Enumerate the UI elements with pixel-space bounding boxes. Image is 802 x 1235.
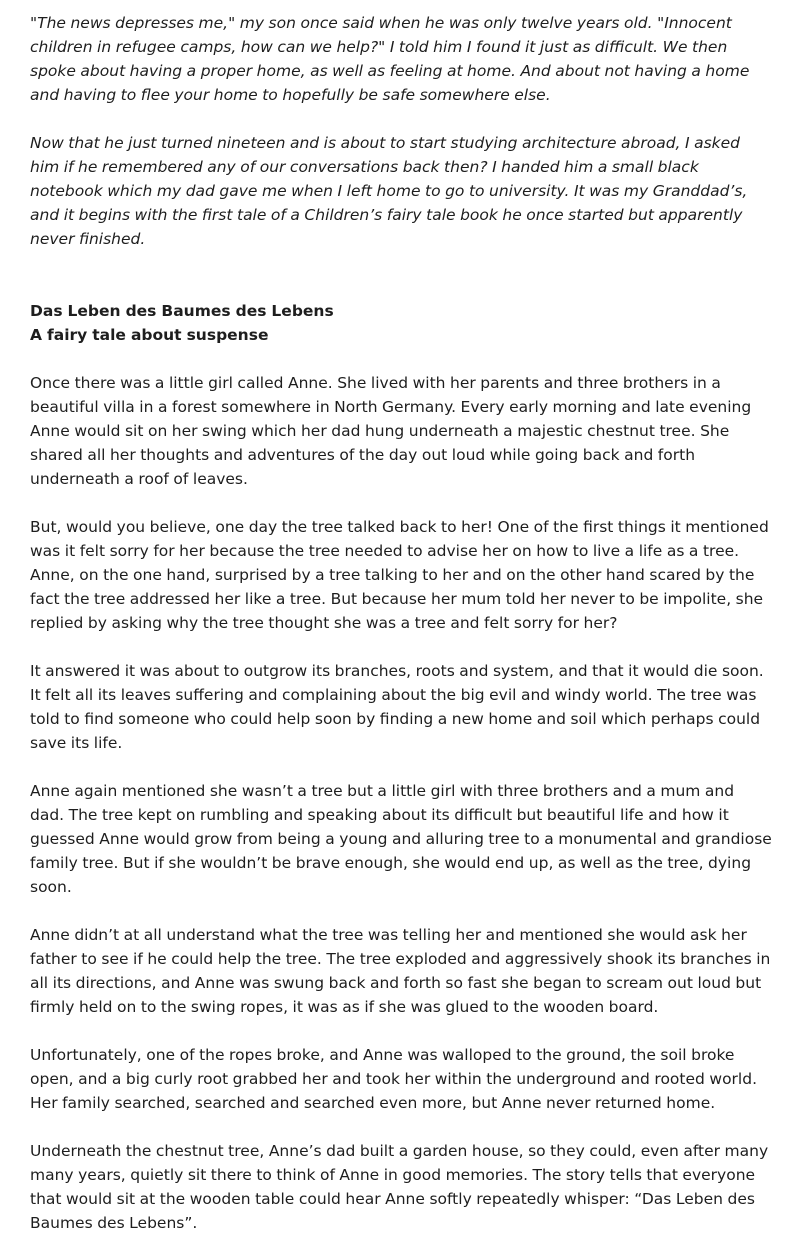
- story-paragraph: Anne didn’t at all understand what the tree was telling her and mentioned she would ask her father to see if he could help the tree. The tree exploded and aggressively shook its branches in all its directions, and Anne was swung back and forth so fast she began to scream out loud but firmly held on to the swing ropes, it was as if she was glued to the wooden board.: [30, 926, 771, 1016]
- story-paragraph: Underneath the chestnut tree, Anne’s dad built a garden house, so they could, even after many many years, quietly sit there to think of Anne in good memories. The story tells that everyone that would sit at the wooden table could hear Anne softly repeatedly whisper: “Das Leben des Baumes des Lebens”.: [30, 1142, 769, 1232]
- intro-paragraph: Now that he just turned nineteen and is about to start studying architecture abroad, I asked him if he remembered any of our conversations back then? I handed him a small black notebook which my dad gave me when I left home to go to university. It was my Granddad’s, and it begins with the first tale of a Children’s fairy tale book he once started but apparently never finished.: [30, 134, 748, 248]
- story-paragraph: It answered it was about to outgrow its branches, roots and system, and that it would die soon. It felt all its leaves suffering and complaining about the big evil and windy world. The tree was told to find someone who could help soon by finding a new home and soil which perhaps could save its life.: [30, 662, 764, 752]
- spacer: [30, 251, 772, 299]
- story-subtitle: A fairy tale about suspense: [30, 326, 269, 344]
- spacer: [30, 899, 772, 923]
- spacer: [30, 347, 772, 371]
- spacer: [30, 491, 772, 515]
- story-body: [30, 371, 772, 1235]
- story-paragraph: Unfortunately, one of the ropes broke, and Anne was walloped to the ground, the soil broke open, and a big curly root grabbed her and took her within the underground and rooted world. Her family searched, searched and searched even more, but Anne never returned home.: [30, 1046, 757, 1112]
- spacer: [30, 107, 772, 131]
- intro-paragraph: "The news depresses me," my son once said when he was only twelve years old. "Innocent children in refugee camps, how can we help?" I told him I found it just as difficult. We then spoke about having a proper home, as well as feeling at home. And about not having a home and having to flee your home to hopefully be safe somewhere else.: [30, 14, 750, 104]
- story-heading: [30, 299, 772, 347]
- story-paragraph: Once there was a little girl called Anne. She lived with her parents and three brothers in a beautiful villa in a forest somewhere in North Germany. Every early morning and late evening Anne would sit on her swing which her dad hung underneath a majestic chestnut tree. She shared all her thoughts and adventures of the day out loud while going back and forth underneath a roof of leaves.: [30, 374, 752, 488]
- story-paragraph: But, would you believe, one day the tree talked back to her! One of the first things it mentioned was it felt sorry for her because the tree needed to advise her on how to live a life as a tree. Anne, on the one hand, surprised by a tree talking to her and on the other hand scared by the fact the tree addressed her like a tree. But because her mum told her never to be impolite, she replied by asking why the tree thought she was a tree and felt sorry for her?: [30, 518, 769, 632]
- story-title: Das Leben des Baumes des Lebens: [30, 302, 334, 320]
- spacer: [30, 755, 772, 779]
- story-paragraph: Anne again mentioned she wasn’t a tree but a little girl with three brothers and a mum and dad. The tree kept on rumbling and speaking about its difficult but beautiful life and how it guessed Anne would grow from being a young and alluring tree to a monumental and grandiose family tree. But if she wouldn’t be brave enough, she would end up, as well as the tree, dying soon.: [30, 782, 772, 896]
- spacer: [30, 1019, 772, 1043]
- spacer: [30, 1115, 772, 1139]
- intro-section: [30, 11, 772, 251]
- spacer: [30, 635, 772, 659]
